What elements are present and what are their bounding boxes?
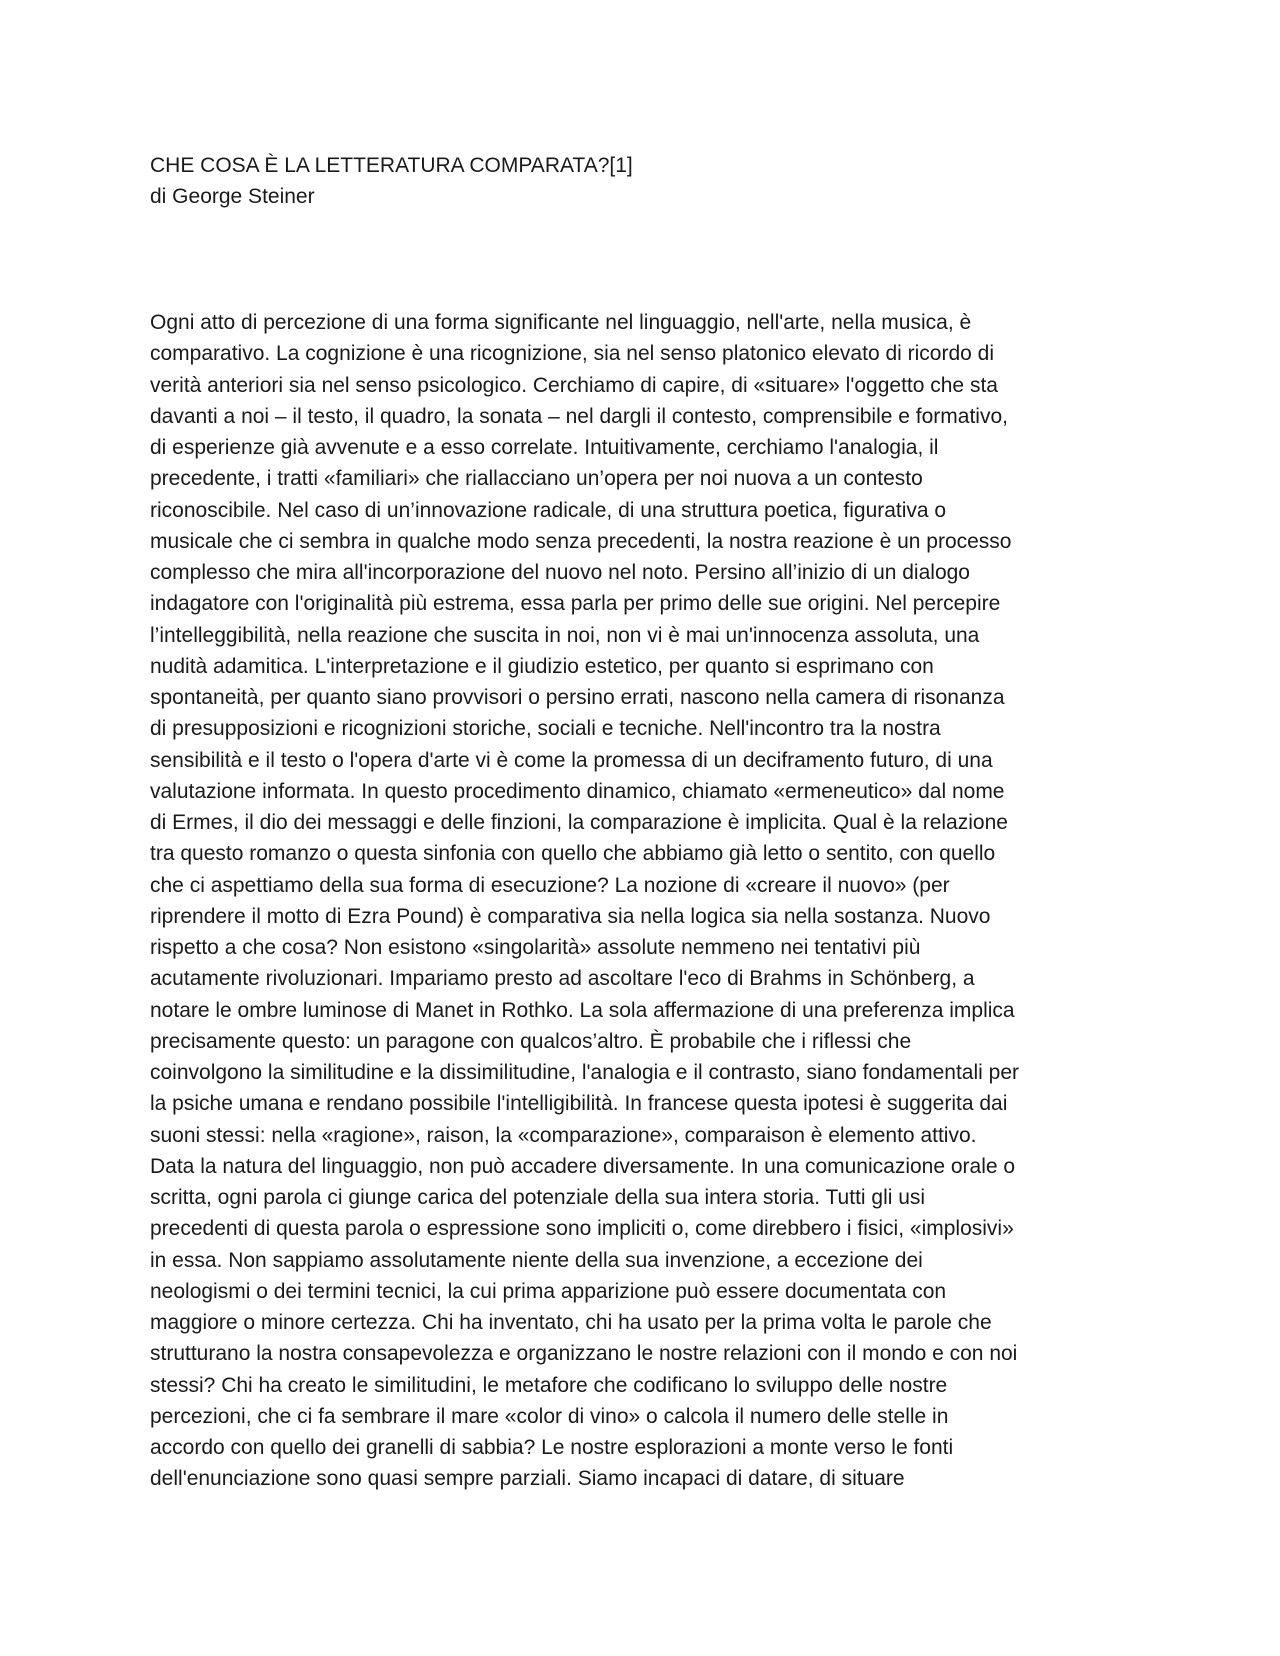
body-line: notare le ombre luminose di Manet in Rothko. La sola affermazione di una preferenza implica (150, 998, 1015, 1022)
body-line: davanti a noi – il testo, il quadro, la sonata – nel dargli il contesto, comprensibile e formativo, (150, 404, 1008, 428)
body-line: acutamente rivoluzionari. Impariamo presto ad ascoltare l'eco di Brahms in Schönberg, a (150, 967, 975, 991)
body-line: precedente, i tratti «familiari» che riallacciano un’opera per noi nuova a un contesto (150, 467, 923, 491)
body-line: riprendere il motto di Ezra Pound) è comparativa sia nella logica sia nella sostanza. Nuovo (150, 904, 991, 928)
body-line: riconoscibile. Nel caso di un’innovazione radicale, di una struttura poetica, figurativa o (150, 498, 947, 522)
body-line: in essa. Non sappiamo assolutamente niente della sua invenzione, a eccezione dei (150, 1248, 923, 1272)
body-line: strutturano la nostra consapevolezza e organizzano le nostre relazioni con il mondo e con noi (150, 1342, 1018, 1366)
body-line: coinvolgono la similitudine e la dissimilitudine, l'analogia e il contrasto, siano fondamentali per (150, 1061, 1019, 1084)
body-line: accordo con quello dei granelli di sabbia? Le nostre esplorazioni a monte verso le fonti (150, 1436, 954, 1459)
body-line: che ci aspettiamo della sua forma di esecuzione? La nozione di «creare il nuovo» (per (150, 873, 950, 897)
body-line: nudità adamitica. L'interpretazione e il giudizio estetico, per quanto si esprimano con (150, 654, 934, 678)
body-line: complesso che mira all'incorporazione del nuovo nel noto. Persino all’inizio di un dialogo (150, 561, 970, 584)
body-line: neologismi o dei termini tecnici, la cui prima apparizione può essere documentata con (150, 1279, 947, 1303)
body-line: sensibilità e il testo o l'opera d'arte vi è come la promessa di un deciframento futuro, di una (150, 748, 993, 772)
body-line: suoni stessi: nella «ragione», raison, la «comparazione», comparaison è elemento attivo. (150, 1123, 977, 1147)
body-line: tra questo romanzo o questa sinfonia con quello che abbiamo già letto o sentito, con quello (150, 842, 996, 866)
body-line: rispetto a che cosa? Non esistono «singolarità» assolute nemmeno nei tentativi più (150, 936, 921, 959)
document-body (150, 307, 1140, 1495)
body-line: indagatore con l'originalità più estrema, essa parla per primo delle sue origini. Nel percepire (150, 592, 1001, 616)
body-line: l’intelleggibilità, nella reazione che suscita in noi, non vi è mai un'innocenza assoluta, una (150, 623, 980, 647)
body-line: musicale che ci sembra in qualche modo senza precedenti, la nostra reazione è un processo (150, 529, 1012, 553)
body-line: stessi? Chi ha creato le similitudini, le metafore che codificano lo sviluppo delle nostre (150, 1373, 948, 1397)
body-line: valutazione informata. In questo procedimento dinamico, chiamato «ermeneutico» dal nome (150, 779, 1005, 803)
body-line: percezioni, che ci fa sembrare il mare «color di vino» o calcola il numero delle stelle in (150, 1404, 949, 1428)
body-line: Ogni atto di percezione di una forma significante nel linguaggio, nell'arte, nella musica, è (150, 311, 972, 334)
body-line: di presupposizioni e ricognizioni storiche, sociali e tecniche. Nell'incontro tra la nostra (150, 717, 941, 741)
body-line: spontaneità, per quanto siano provvisori o persino errati, nascono nella camera di risonanza (150, 686, 1005, 709)
document-title: CHE COSA È LA LETTERATURA COMPARATA?[1] (150, 154, 633, 177)
body-line: la psiche umana e rendano possibile l'intelligibilità. In francese questa ipotesi è suggerita dai (150, 1092, 1008, 1116)
body-line: verità anteriori sia nel senso psicologico. Cerchiamo di capire, di «situare» l'oggetto che sta (150, 373, 998, 397)
body-line: Data la natura del linguaggio, non può accadere diversamente. In una comunicazione orale o (150, 1154, 1016, 1178)
body-line: di esperienze già avvenute e a esso correlate. Intuitivamente, cerchiamo l'analogia, il (150, 436, 939, 459)
body-line: precedenti di questa parola o espressione sono impliciti o, come direbbero i fisici, «implosivi» (150, 1217, 1014, 1241)
body-line: precisamente questo: un paragone con qualcos’altro. È probabile che i riflessi che (150, 1029, 912, 1053)
body-line: di Ermes, il dio dei messaggi e delle finzioni, la comparazione è implicita. Qual è la relazione (150, 811, 1008, 834)
document-author: di George Steiner (150, 185, 315, 208)
body-line: scritta, ogni parola ci giunge carica del potenziale della sua intera storia. Tutti gli usi (150, 1186, 926, 1209)
body-line: maggiore o minore certezza. Chi ha inventato, chi ha usato per la prima volta le parole che (150, 1311, 992, 1334)
body-line: dell'enunciazione sono quasi sempre parziali. Siamo incapaci di datare, di situare (150, 1467, 905, 1491)
body-line: comparativo. La cognizione è una ricognizione, sia nel senso platonico elevato di ricordo di (150, 342, 995, 366)
document-header (150, 150, 1130, 212)
